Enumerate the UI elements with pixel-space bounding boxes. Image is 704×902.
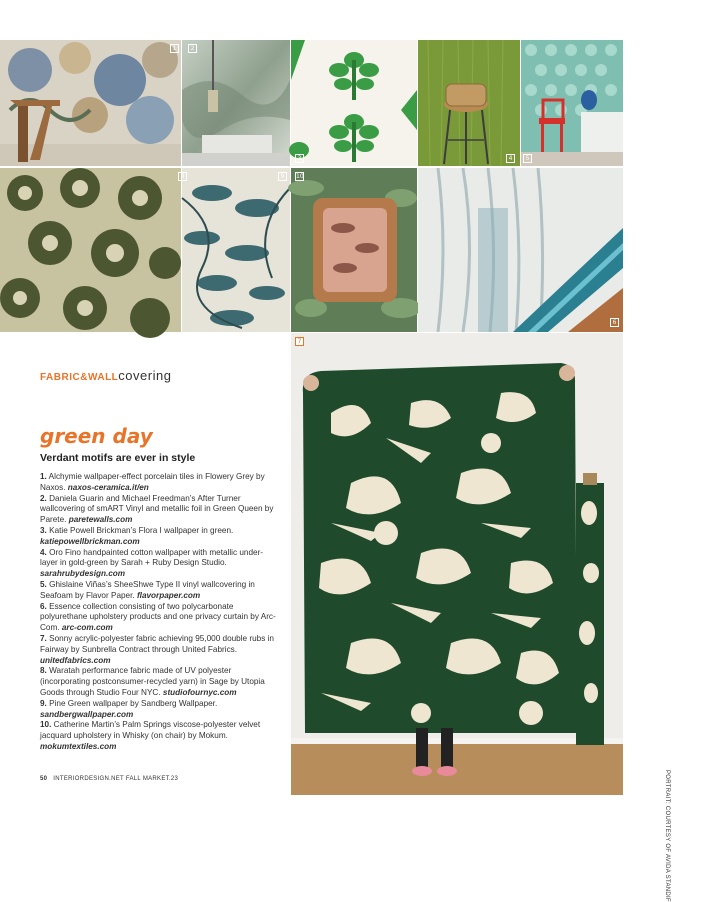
credit-link[interactable]: studiofournyc.com — [162, 687, 237, 697]
footer-site: INTERIORDESIGN.NET — [53, 776, 124, 782]
section-label — [40, 368, 171, 383]
photo-number-10: 10 — [296, 173, 304, 180]
credit-item: 10. Catherine Martin’s Palm Springs viscose-polyester velvet jacquard upholstery in Whisky (on chair) by Mokum. mokumtextiles.com — [40, 720, 261, 751]
photo-number-3: 3 — [295, 154, 304, 163]
footer-issue: FALL MARKET.23 — [125, 776, 179, 782]
photo-number-2: 2 — [188, 44, 197, 53]
credit-link[interactable]: sarahrubydesign.com — [40, 569, 126, 579]
credit-link[interactable]: arc-com.com — [61, 623, 113, 633]
section-label-fabric: FABRIC — [40, 372, 81, 383]
credit-link[interactable]: flavorpaper.com — [136, 590, 201, 600]
photo-oro-fino — [418, 40, 520, 166]
photo-sheeshwe — [521, 40, 623, 166]
photo-porcelain-tiles — [0, 40, 181, 166]
credit-link[interactable]: naxos-ceramica.it/en — [67, 482, 149, 492]
credit-item: 3. Katie Powell Brickman’s Flora I wallpaper in green. katiepowellbrickman.com — [40, 525, 234, 546]
photo-essence-collection — [418, 168, 623, 332]
credit-item: 5. Ghislaine Viñas’s SheeShwe Type II vinyl wallcovering in Seafoam by Flavor Paper. flavorpaper.com — [40, 579, 255, 600]
credit-link[interactable]: sandbergwallpaper.com — [40, 709, 134, 719]
credit-item: 2. Daniela Guarin and Michael Freedman’s After Turner wallcovering of smART Vinyl and metallic foil in Green Queen by Parete. paretewalls.com — [40, 493, 274, 525]
portrait-credit: PORTRAIT: COURTESY OF AVIDA STANDIF — [664, 770, 670, 902]
photo-palm-springs-chair — [291, 168, 417, 332]
photo-sonny-fabric-portrait — [291, 333, 623, 795]
article-headline: green day — [40, 424, 153, 448]
credit-item: 4. Oro Fino handpainted cotton wallpaper with metallic under-layer in gold-green by Sarah + Ruby Design Studio. sarahrubydesign.com — [40, 547, 264, 579]
photo-after-turner — [182, 40, 290, 166]
credit-link[interactable]: mokumtextiles.com — [40, 741, 117, 751]
photo-number-7: 7 — [295, 337, 304, 346]
photo-waratah-fabric — [0, 168, 181, 332]
photo-number-5: 5 — [523, 154, 532, 163]
page-number: 50 — [40, 776, 48, 782]
photo-flora-wallpaper — [291, 40, 417, 166]
credit-link[interactable]: katiepowellbrickman.com — [40, 536, 140, 546]
photo-pine-green — [182, 168, 290, 332]
credit-link[interactable]: unitedfabrics.com — [40, 655, 111, 665]
page-footer — [40, 776, 178, 782]
photo-number-4: 4 — [506, 154, 515, 163]
credit-item: 9. Pine Green wallpaper by Sandberg Wallpaper. sandbergwallpaper.com — [40, 698, 218, 719]
credit-link[interactable]: paretewalls.com — [68, 515, 133, 525]
product-credits — [40, 472, 280, 753]
photo-number-6: 6 — [610, 318, 619, 327]
credit-item: 6. Essence collection consisting of two polycarbonate polyurethane upholstery products and one privacy curtain by Arc-Com. arc-com.com — [40, 601, 276, 633]
credit-item: 8. Waratah performance fabric made of UV polyester (incorporating postconsumer-recycled yarn) in Sage by Utopia Goods through Studio Four NYC. studiofournyc.com — [40, 666, 265, 697]
photo-number-1: 1 — [170, 44, 179, 53]
article-subhead: Verdant motifs are ever in style — [40, 452, 196, 464]
section-label-wall: WALL — [87, 372, 119, 383]
section-label-covering: covering — [118, 368, 172, 383]
credit-item: 1. Alchymie wallpaper-effect porcelain tiles in Flowery Grey by Naxos. naxos-ceramica.it/en — [40, 472, 265, 492]
credit-item: 7. Sonny acrylic-polyester fabric achieving 95,000 double rubs in Fairway by Sunbrella Contract through United Fabrics. unitedfabrics.com — [40, 633, 274, 665]
section-label-amp: & — [80, 372, 88, 383]
photo-number-9: 9 — [278, 172, 287, 181]
photo-number-8: 8 — [178, 172, 187, 181]
